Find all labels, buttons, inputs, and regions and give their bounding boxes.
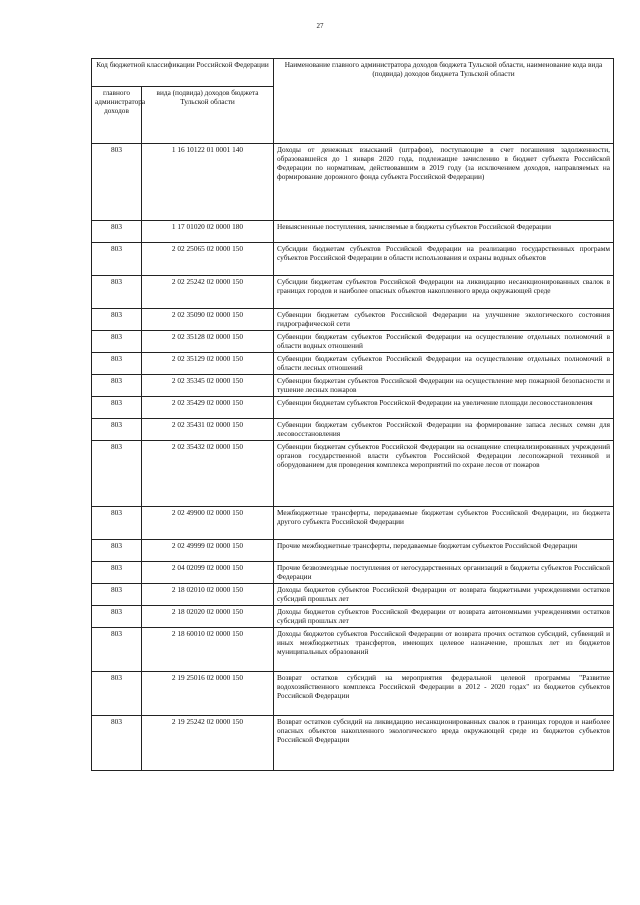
income-name-cell: Доходы бюджетов субъектов Российской Федерации от возврата автономными учреждениями остатков субсидий прошлых лет xyxy=(274,606,614,628)
table-row xyxy=(92,419,614,441)
table-row xyxy=(92,375,614,397)
income-code-cell: 2 02 25242 02 0000 150 xyxy=(142,276,274,309)
admin-code-cell: 803 xyxy=(92,221,142,243)
income-name-cell: Доходы бюджетов субъектов Российской Федерации от возврата прочих остатков субсидий, субвенций и иных межбюджетных трансфертов, имеющих целевое назначение, прошлых лет из бюджетов муниципальных образований xyxy=(274,628,614,672)
income-name-cell: Субвенции бюджетам субъектов Российской Федерации на осуществление мер пожарной безопасности и тушение лесных пожаров xyxy=(274,375,614,397)
admin-code-cell: 803 xyxy=(92,144,142,221)
admin-code-cell: 803 xyxy=(92,716,142,771)
admin-code-cell: 803 xyxy=(92,441,142,507)
table-row xyxy=(92,397,614,419)
admin-code-cell: 803 xyxy=(92,606,142,628)
income-name-cell: Субсидии бюджетам субъектов Российской Федерации на ликвидацию несанкционированных свалок в границах городов и наиболее опасных объектов накопленного вреда окружающей среде xyxy=(274,276,614,309)
income-name-cell: Прочие безвозмездные поступления от негосударственных организаций в бюджеты субъектов Российской Федерации xyxy=(274,562,614,584)
table-row xyxy=(92,672,614,716)
income-code-cell: 1 17 01020 02 0000 180 xyxy=(142,221,274,243)
table-row xyxy=(92,584,614,606)
income-name-cell: Невыясненные поступления, зачисляемые в бюджеты субъектов Российской Федерации xyxy=(274,221,614,243)
table-row xyxy=(92,562,614,584)
admin-code-cell: 803 xyxy=(92,507,142,540)
income-code-cell: 2 02 35090 02 0000 150 xyxy=(142,309,274,331)
income-name-cell: Доходы бюджетов субъектов Российской Федерации от возврата бюджетными учреждениями остатков субсидий прошлых лет xyxy=(274,584,614,606)
income-code-cell: 2 02 49999 02 0000 150 xyxy=(142,540,274,562)
income-name-cell: Субвенции бюджетам субъектов Российской Федерации на оснащение специализированных учреждений органов государственной власти субъектов Российской Федерации лесопожарной техникой и оборудованием для проведения комплекса мероприятий по охране лесов от пожаров xyxy=(274,441,614,507)
header-income-type-column: вида (подвида) доходов бюджета Тульской области xyxy=(142,87,274,144)
income-code-cell: 2 18 60010 02 0000 150 xyxy=(142,628,274,672)
income-code-cell: 2 02 35129 02 0000 150 xyxy=(142,353,274,375)
admin-code-cell: 803 xyxy=(92,375,142,397)
income-name-cell: Субвенции бюджетам субъектов Российской Федерации на осуществление отдельных полномочий в области лесных отношений xyxy=(274,353,614,375)
header-admin-column: главного администратора доходов xyxy=(92,87,142,144)
table-row xyxy=(92,628,614,672)
table-row xyxy=(92,606,614,628)
admin-code-cell: 803 xyxy=(92,584,142,606)
income-name-cell: Межбюджетные трансферты, передаваемые бюджетам субъектов Российской Федерации, из бюджета другого субъекта Российской Федерации xyxy=(274,507,614,540)
income-name-cell: Прочие межбюджетные трансферты, передаваемые бюджетам субъектов Российской Федерации xyxy=(274,540,614,562)
admin-code-cell: 803 xyxy=(92,540,142,562)
admin-code-cell: 803 xyxy=(92,397,142,419)
table-row xyxy=(92,276,614,309)
table-row xyxy=(92,309,614,331)
income-name-cell: Субвенции бюджетам субъектов Российской Федерации на улучшение экологического состояния гидрографической сети xyxy=(274,309,614,331)
income-name-cell: Субвенции бюджетам субъектов Российской Федерации на увеличение площади лесовосстановления xyxy=(274,397,614,419)
income-name-cell: Доходы от денежных взысканий (штрафов), поступающие в счет погашения задолженности, образовавшейся до 1 января 2020 года, подлежащие зачислению в бюджет субъекта Российской Федерации по нормативам, действовавшим в 2019 году (за исключением доходов, направляемых на формирование дорожного фонда субъекта Российской Федерации) xyxy=(274,144,614,221)
income-name-cell: Субсидии бюджетам субъектов Российской Федерации на реализацию государственных программ субъектов Российской Федерации в области использования и охраны водных объектов xyxy=(274,243,614,276)
admin-code-cell: 803 xyxy=(92,353,142,375)
admin-code-cell: 803 xyxy=(92,562,142,584)
table-row xyxy=(92,331,614,353)
income-name-cell: Субвенции бюджетам субъектов Российской Федерации на формирование запаса лесных семян для лесовосстановления xyxy=(274,419,614,441)
table-row xyxy=(92,507,614,540)
admin-code-cell: 803 xyxy=(92,331,142,353)
table-row xyxy=(92,540,614,562)
income-code-cell: 2 04 02099 02 0000 150 xyxy=(142,562,274,584)
admin-code-cell: 803 xyxy=(92,628,142,672)
income-code-cell: 2 02 25065 02 0000 150 xyxy=(142,243,274,276)
income-code-cell: 2 02 49900 02 0000 150 xyxy=(142,507,274,540)
income-code-cell: 2 02 35431 02 0000 150 xyxy=(142,419,274,441)
admin-code-cell: 803 xyxy=(92,276,142,309)
income-code-cell: 2 19 25242 02 0000 150 xyxy=(142,716,274,771)
admin-code-cell: 803 xyxy=(92,309,142,331)
income-name-cell: Возврат остатков субсидий на мероприятия федеральной целевой программы "Развитие водохозяйственного комплекса Российской Федерации в 2012 - 2020 годах" из бюджетов субъектов Российской Федерации xyxy=(274,672,614,716)
table-row xyxy=(92,243,614,276)
table-row xyxy=(92,144,614,221)
admin-code-cell: 803 xyxy=(92,243,142,276)
table-body xyxy=(92,144,614,771)
income-code-cell: 2 02 35432 02 0000 150 xyxy=(142,441,274,507)
income-name-cell: Возврат остатков субсидий на ликвидацию несанкционированных свалок в границах городов и наиболее опасных объектов накопленного экологического вреда окружающей среде из бюджетов субъектов Российской Федерации xyxy=(274,716,614,771)
table-row xyxy=(92,441,614,507)
header-code-group: Код бюджетной классификации Российской Федерации xyxy=(92,59,274,87)
income-code-cell: 2 02 35345 02 0000 150 xyxy=(142,375,274,397)
budget-income-table xyxy=(91,58,614,771)
income-name-cell: Субвенции бюджетам субъектов Российской Федерации на осуществление отдельных полномочий в области водных отношений xyxy=(274,331,614,353)
table-row xyxy=(92,221,614,243)
page-number: 27 xyxy=(316,22,324,30)
admin-code-cell: 803 xyxy=(92,672,142,716)
income-code-cell: 2 18 02020 02 0000 150 xyxy=(142,606,274,628)
table-row xyxy=(92,716,614,771)
table-header xyxy=(92,59,614,144)
income-code-cell: 2 19 25016 02 0000 150 xyxy=(142,672,274,716)
header-name-column: Наименование главного администратора доходов бюджета Тульской области, наименование кода вида (подвида) доходов бюджета Тульской области xyxy=(274,59,614,144)
admin-code-cell: 803 xyxy=(92,419,142,441)
income-code-cell: 2 18 02010 02 0000 150 xyxy=(142,584,274,606)
income-code-cell: 1 16 10122 01 0001 140 xyxy=(142,144,274,221)
table-row xyxy=(92,353,614,375)
income-code-cell: 2 02 35429 02 0000 150 xyxy=(142,397,274,419)
income-code-cell: 2 02 35128 02 0000 150 xyxy=(142,331,274,353)
